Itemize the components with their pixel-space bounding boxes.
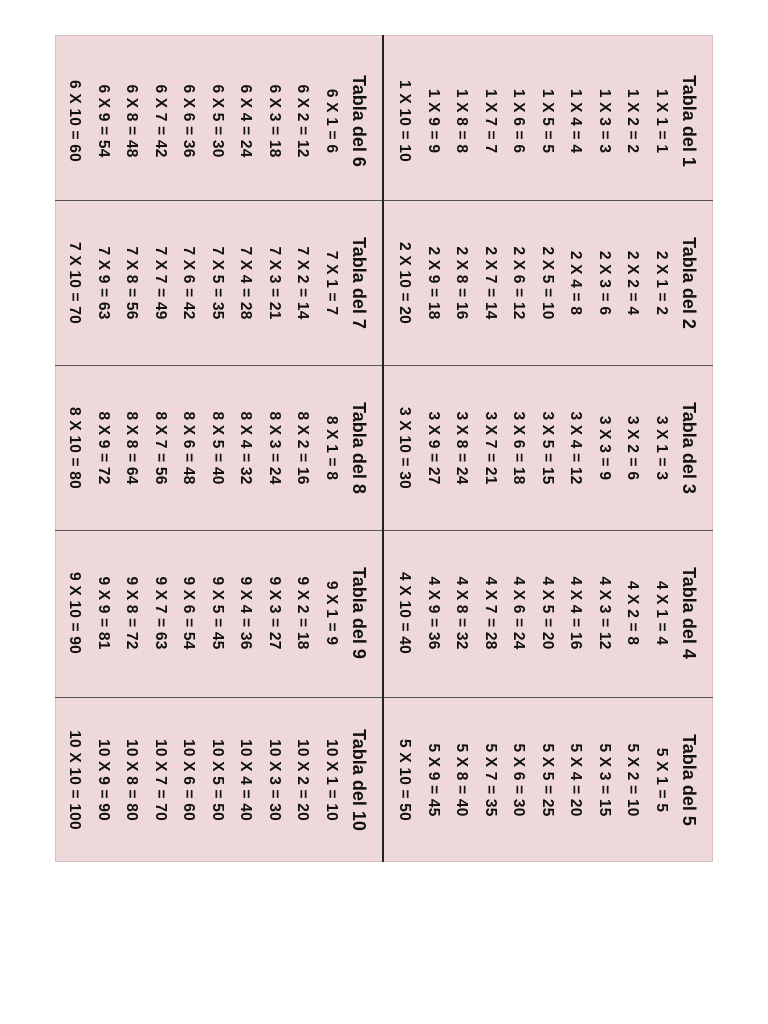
table-title: Tabla del 5 xyxy=(679,734,699,826)
table-title: Tabla del 4 xyxy=(679,567,699,659)
table-row: 9 X 9 = 81 xyxy=(95,576,112,650)
table-row: 1 X 6 = 6 xyxy=(510,88,528,154)
table-row: 7 X 7 = 49 xyxy=(152,246,169,320)
table-title: Tabla del 7 xyxy=(349,237,369,329)
table-row: 3 X 2 = 6 xyxy=(624,415,642,481)
table-row: 1 X 9 = 9 xyxy=(425,88,442,154)
table-row: 10 X 10 = 100 xyxy=(66,730,84,830)
table-row: 7 X 3 = 21 xyxy=(266,246,283,320)
table-row: 4 X 2 = 8 xyxy=(624,580,642,646)
table-row: 2 X 2 = 4 xyxy=(624,250,642,316)
table-title: Tabla del 1 xyxy=(679,75,699,167)
table-row: 9 X 7 = 63 xyxy=(152,576,169,650)
table-row: 1 X 3 = 3 xyxy=(596,88,613,154)
table-row: 2 X 6 = 12 xyxy=(510,246,528,320)
table-row: 6 X 5 = 30 xyxy=(209,84,226,158)
table-row: 5 X 7 = 35 xyxy=(482,743,499,817)
table-row: 6 X 10 = 60 xyxy=(66,80,84,162)
table-title: Tabla del 3 xyxy=(679,402,699,494)
table-row: 4 X 9 = 36 xyxy=(425,576,442,650)
table-row: 1 X 5 = 5 xyxy=(539,88,556,154)
table-row: 7 X 5 = 35 xyxy=(209,246,226,320)
table-row: 4 X 7 = 28 xyxy=(482,576,499,650)
table-row: 2 X 7 = 14 xyxy=(482,246,499,320)
table-row: 3 X 1 = 3 xyxy=(653,415,670,481)
divider-right-3 xyxy=(384,530,713,531)
divider-left-2 xyxy=(55,365,382,366)
table-row: 3 X 10 = 30 xyxy=(396,407,414,489)
table-row: 4 X 6 = 24 xyxy=(510,576,528,650)
table-10 xyxy=(53,700,373,860)
divider-left-4 xyxy=(55,697,382,698)
table-row: 2 X 5 = 10 xyxy=(539,246,556,320)
table-row: 3 X 7 = 21 xyxy=(482,411,499,485)
divider-right-4 xyxy=(384,697,713,698)
table-row: 10 X 9 = 90 xyxy=(95,739,112,821)
table-row: 10 X 1 = 10 xyxy=(323,739,340,821)
table-row: 7 X 9 = 63 xyxy=(95,246,112,320)
table-row: 8 X 2 = 16 xyxy=(294,411,312,485)
table-title: Tabla del 9 xyxy=(349,567,369,659)
table-row: 6 X 7 = 42 xyxy=(152,84,169,158)
table-row: 1 X 10 = 10 xyxy=(396,80,414,162)
table-title: Tabla del 2 xyxy=(679,237,699,329)
table-row: 7 X 10 = 70 xyxy=(66,242,84,324)
table-row: 1 X 8 = 8 xyxy=(453,88,471,154)
table-row: 6 X 4 = 24 xyxy=(237,84,255,158)
table-title: Tabla del 10 xyxy=(349,729,369,831)
table-row: 8 X 7 = 56 xyxy=(152,411,169,485)
table-row: 6 X 3 = 18 xyxy=(266,84,283,158)
divider-right-2 xyxy=(384,365,713,366)
table-7 xyxy=(53,203,373,363)
table-row: 5 X 9 = 45 xyxy=(425,743,442,817)
table-row: 8 X 8 = 64 xyxy=(123,411,141,485)
table-row: 5 X 3 = 15 xyxy=(596,743,613,817)
table-row: 10 X 6 = 60 xyxy=(180,739,198,821)
table-row: 9 X 8 = 72 xyxy=(123,576,141,650)
table-row: 8 X 6 = 48 xyxy=(180,411,198,485)
table-row: 4 X 8 = 32 xyxy=(453,576,471,650)
table-row: 9 X 3 = 27 xyxy=(266,576,283,650)
table-row: 9 X 1 = 9 xyxy=(323,580,340,646)
table-row: 2 X 8 = 16 xyxy=(453,246,471,320)
table-row: 5 X 10 = 50 xyxy=(396,739,414,821)
table-row: 8 X 9 = 72 xyxy=(95,411,112,485)
table-6 xyxy=(53,41,373,201)
table-row: 6 X 1 = 6 xyxy=(323,88,340,154)
table-row: 7 X 4 = 28 xyxy=(237,246,255,320)
table-row: 5 X 6 = 30 xyxy=(510,743,528,817)
table-row: 10 X 3 = 30 xyxy=(266,739,283,821)
table-row: 8 X 1 = 8 xyxy=(323,415,340,481)
table-row: 10 X 7 = 70 xyxy=(152,739,169,821)
table-row: 3 X 6 = 18 xyxy=(510,411,528,485)
table-row: 6 X 9 = 54 xyxy=(95,84,112,158)
table-title: Tabla del 8 xyxy=(349,402,369,494)
table-row: 3 X 3 = 9 xyxy=(596,415,613,481)
table-row: 8 X 3 = 24 xyxy=(266,411,283,485)
table-row: 7 X 2 = 14 xyxy=(294,246,312,320)
table-row: 4 X 10 = 40 xyxy=(396,572,414,654)
table-row: 1 X 2 = 2 xyxy=(624,88,642,154)
table-row: 10 X 8 = 80 xyxy=(123,739,141,821)
table-1 xyxy=(383,41,703,201)
table-3 xyxy=(383,368,703,528)
table-row: 8 X 4 = 32 xyxy=(237,411,255,485)
table-row: 6 X 8 = 48 xyxy=(123,84,141,158)
table-row: 6 X 6 = 36 xyxy=(180,84,198,158)
table-8 xyxy=(53,368,373,528)
table-title: Tabla del 6 xyxy=(349,75,369,167)
table-row: 5 X 4 = 20 xyxy=(567,743,585,817)
table-row: 5 X 8 = 40 xyxy=(453,743,471,817)
table-row: 1 X 7 = 7 xyxy=(482,88,499,154)
table-row: 4 X 1 = 4 xyxy=(653,580,670,646)
table-row: 4 X 4 = 16 xyxy=(567,576,585,650)
table-row: 7 X 8 = 56 xyxy=(123,246,141,320)
table-5 xyxy=(383,700,703,860)
table-row: 5 X 2 = 10 xyxy=(624,743,642,817)
table-row: 8 X 5 = 40 xyxy=(209,411,226,485)
table-row: 9 X 10 = 90 xyxy=(66,572,84,654)
table-row: 4 X 5 = 20 xyxy=(539,576,556,650)
table-row: 2 X 4 = 8 xyxy=(567,250,585,316)
table-row: 3 X 5 = 15 xyxy=(539,411,556,485)
table-row: 2 X 9 = 18 xyxy=(425,246,442,320)
table-row: 10 X 2 = 20 xyxy=(294,739,312,821)
table-4 xyxy=(383,533,703,693)
divider-left-3 xyxy=(55,530,382,531)
table-row: 2 X 3 = 6 xyxy=(596,250,613,316)
table-row: 5 X 1 = 5 xyxy=(653,747,670,813)
table-row: 6 X 2 = 12 xyxy=(294,84,312,158)
table-row: 2 X 1 = 2 xyxy=(653,250,670,316)
table-row: 9 X 2 = 18 xyxy=(294,576,312,650)
table-row: 2 X 10 = 20 xyxy=(396,242,414,324)
table-row: 9 X 4 = 36 xyxy=(237,576,255,650)
table-9 xyxy=(53,533,373,693)
table-row: 3 X 9 = 27 xyxy=(425,411,442,485)
table-row: 10 X 4 = 40 xyxy=(237,739,255,821)
table-row: 9 X 5 = 45 xyxy=(209,576,226,650)
table-row: 3 X 4 = 12 xyxy=(567,411,585,485)
table-row: 9 X 6 = 54 xyxy=(180,576,198,650)
table-row: 1 X 1 = 1 xyxy=(653,88,670,154)
table-row: 1 X 4 = 4 xyxy=(567,88,585,154)
table-row: 3 X 8 = 24 xyxy=(453,411,471,485)
table-row: 4 X 3 = 12 xyxy=(596,576,613,650)
table-row: 7 X 1 = 7 xyxy=(323,250,340,316)
table-row: 10 X 5 = 50 xyxy=(209,739,226,821)
table-row: 7 X 6 = 42 xyxy=(180,246,198,320)
table-2 xyxy=(383,203,703,363)
table-row: 8 X 10 = 80 xyxy=(66,407,84,489)
table-row: 5 X 5 = 25 xyxy=(539,743,556,817)
